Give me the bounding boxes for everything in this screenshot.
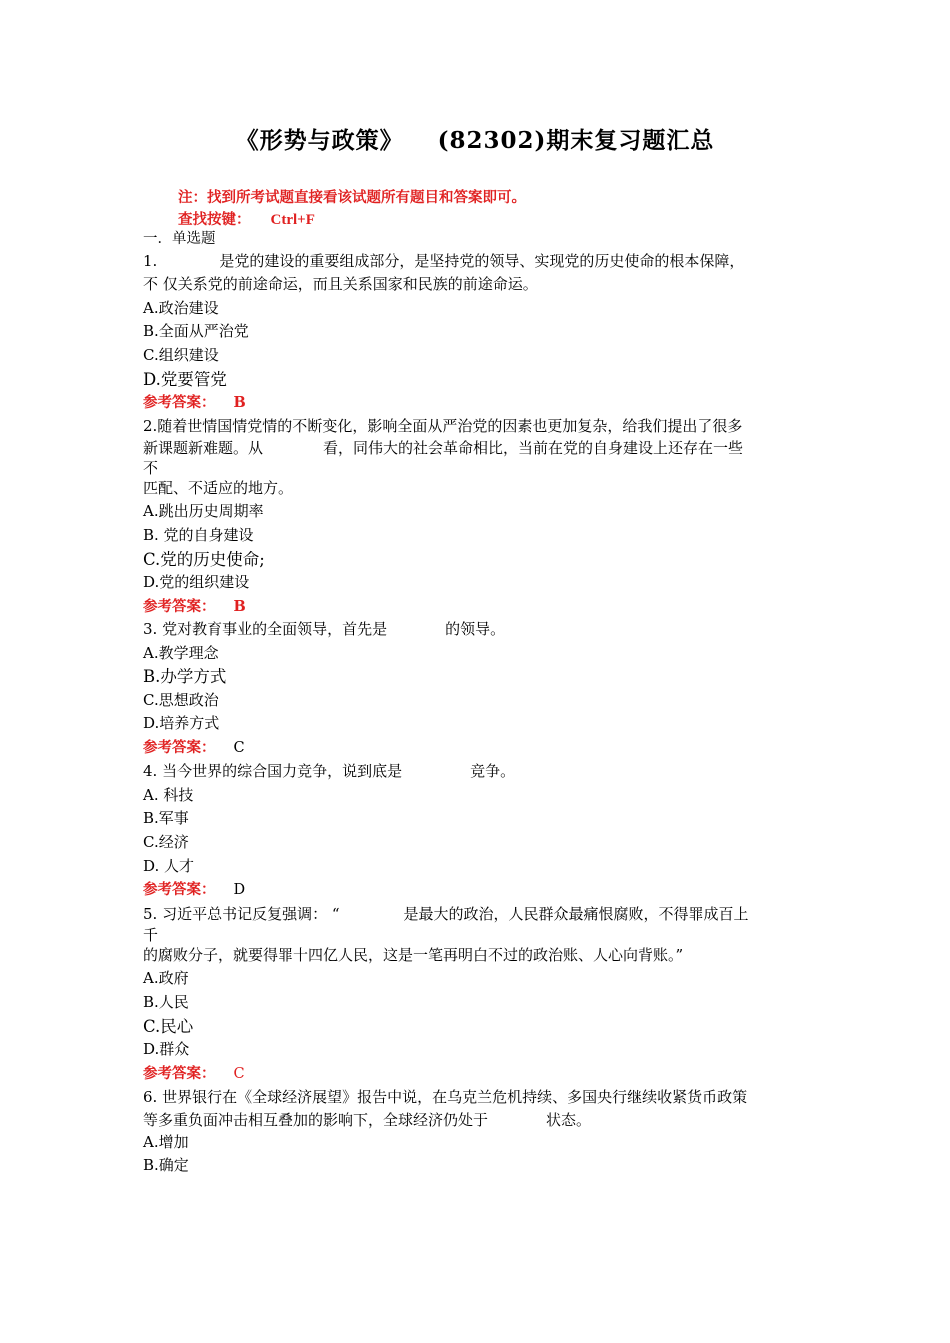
question-text: 5. 习近平总书记反复强调： “ bbox=[143, 904, 340, 923]
answer-2: 参考答案： B bbox=[143, 597, 246, 615]
option-a: A.政府 bbox=[143, 969, 189, 988]
option-b: B. 党的自身建设 bbox=[143, 526, 254, 544]
answer-5: 参考答案： C bbox=[143, 1064, 245, 1082]
option-d: D.群众 bbox=[143, 1040, 190, 1059]
question-text: 状态。 bbox=[546, 1110, 592, 1129]
question-text: 千 bbox=[143, 925, 159, 944]
question-text: 竞争。 bbox=[470, 762, 516, 781]
option-c: C.党的历史使命; bbox=[143, 549, 265, 569]
section-heading: 一．单选题 bbox=[143, 231, 216, 247]
option-c: C.经济 bbox=[143, 832, 189, 851]
question-text: 不 bbox=[143, 459, 159, 477]
option-c: C.民心 bbox=[143, 1016, 194, 1036]
option-a: A.跳出历史周期率 bbox=[143, 502, 264, 521]
question-list bbox=[143, 228, 813, 1178]
option-b: B.军事 bbox=[143, 809, 189, 828]
title-main: 《形势与政策》 bbox=[235, 127, 404, 154]
question-2 bbox=[143, 415, 813, 619]
answer-value: C bbox=[233, 1065, 245, 1082]
option-a: A.教学理念 bbox=[143, 643, 219, 662]
answer-1: 参考答案： B bbox=[143, 394, 246, 412]
document-title bbox=[0, 122, 950, 155]
question-text: 匹配、不适应的地方。 bbox=[143, 479, 294, 497]
answer-3: 参考答案： C bbox=[143, 738, 245, 756]
question-text: 是最大的政治，人民群众最痛恨腐败，不得罪成百上 bbox=[403, 904, 749, 923]
option-d: D.党的组织建设 bbox=[143, 573, 250, 592]
search-note: 注：找到所考试题直接看该试题所有题目和答案即可。 bbox=[178, 189, 526, 206]
option-a: A.政治建设 bbox=[143, 298, 219, 317]
answer-value: D bbox=[233, 882, 246, 899]
option-a: A.增加 bbox=[143, 1132, 189, 1151]
option-b: B.办学方式 bbox=[143, 667, 227, 687]
question-text: 2.随着世情国情党情的不断变化，影响全面从严治党的因素也更加复杂，给我们提出了很多 bbox=[143, 416, 743, 435]
search-key-note bbox=[178, 210, 315, 230]
search-key-shortcut: Ctrl+F bbox=[270, 212, 315, 228]
question-6 bbox=[143, 1086, 813, 1178]
question-text: 6. 世界银行在《全球经济展望》报告中说，在乌克兰危机持续、多国央行继续收紧货币政策 bbox=[143, 1088, 748, 1107]
question-text: 看，同伟大的社会革命相比，当前在党的自身建设上还存在一些 bbox=[323, 439, 744, 457]
question-text: 的领导。 bbox=[445, 620, 506, 639]
title-code: (82302)期末复习题汇总 bbox=[437, 127, 715, 154]
answer-value: C bbox=[233, 739, 245, 756]
option-a: A. 科技 bbox=[143, 785, 194, 804]
answer-4: 参考答案： D bbox=[143, 881, 246, 899]
answer-value: B bbox=[233, 597, 246, 615]
search-key-label: 查找按键： bbox=[178, 211, 251, 228]
option-b: B.确定 bbox=[143, 1156, 189, 1175]
question-5 bbox=[143, 903, 813, 1087]
question-text: 新课题新难题。从 bbox=[143, 439, 264, 457]
option-d: D. 人才 bbox=[143, 856, 195, 875]
question-3 bbox=[143, 618, 813, 760]
option-d: D.培养方式 bbox=[143, 714, 220, 733]
answer-value: B bbox=[233, 394, 246, 412]
option-c: C.组织建设 bbox=[143, 346, 219, 364]
question-1 bbox=[143, 250, 813, 415]
question-text: 不 仅关系党的前途命运，而且关系国家和民族的前途命运。 bbox=[143, 275, 538, 294]
question-4 bbox=[143, 760, 813, 902]
question-text: 3. 党对教育事业的全面领导，首先是 bbox=[143, 620, 388, 639]
question-text: 的腐败分子，就要得罪十四亿人民，这是一笔再明白不过的政治账、人心向背账。” bbox=[143, 945, 684, 964]
question-text: 4. 当今世界的综合国力竞争，说到底是 bbox=[143, 762, 403, 781]
question-text: 是党的建设的重要组成部分，是坚持党的领导、实现党的历史使命的根本保障， bbox=[219, 252, 745, 270]
option-c: C.思想政治 bbox=[143, 690, 219, 709]
question-text: 1. bbox=[143, 252, 158, 270]
option-d: D.党要管党 bbox=[143, 369, 227, 389]
question-text: 等多重负面冲击相互叠加的影响下，全球经济仍处于 bbox=[143, 1110, 489, 1129]
option-b: B.人民 bbox=[143, 992, 189, 1011]
option-b: B.全面从严治党 bbox=[143, 322, 249, 341]
